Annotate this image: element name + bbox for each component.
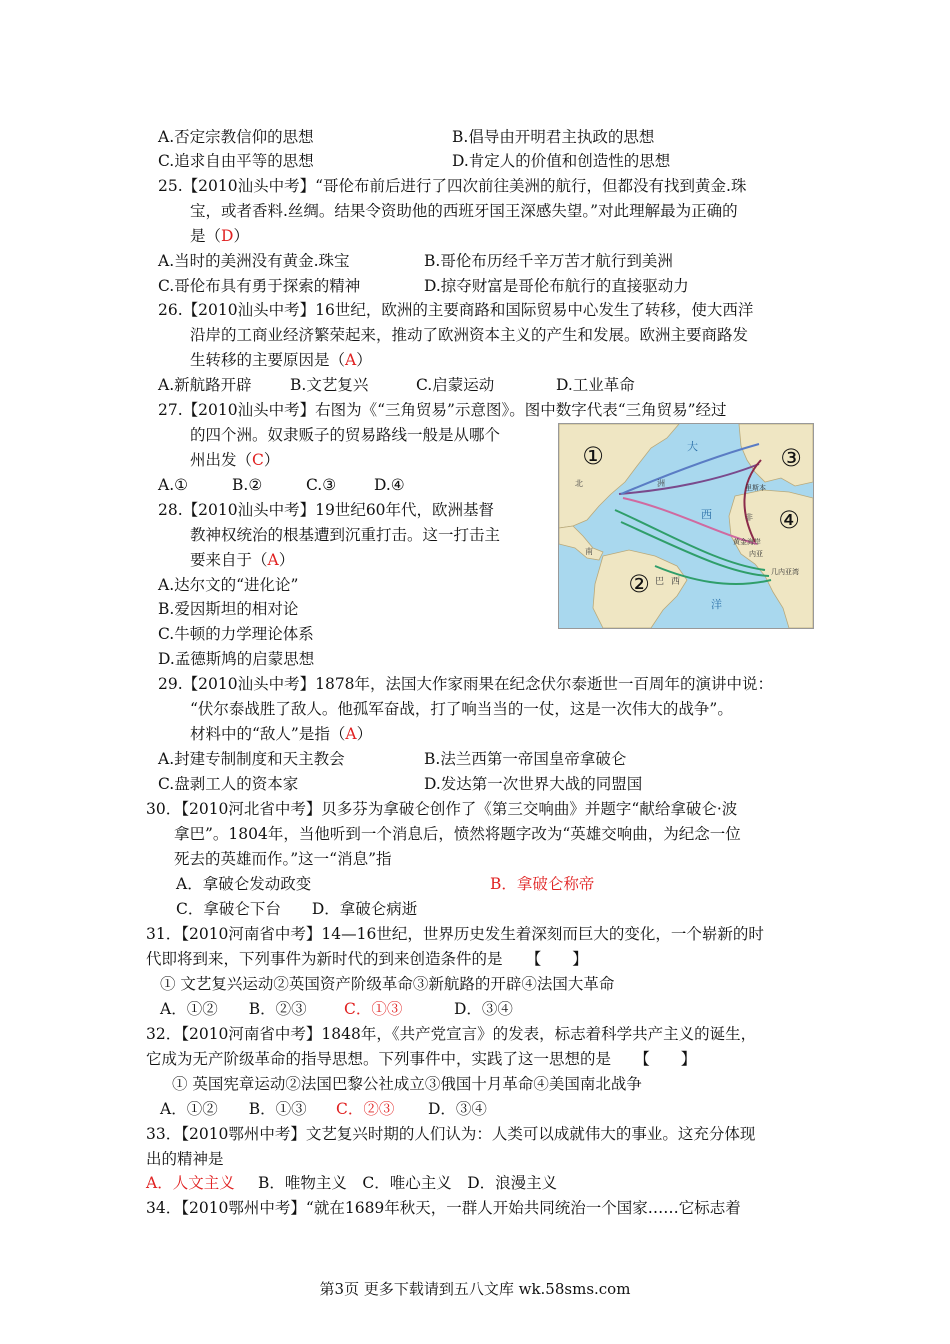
label-fei: 非: [745, 513, 753, 522]
option-32-d: D．③④: [428, 1100, 487, 1118]
label-lisbon: 里斯本: [745, 484, 766, 492]
option-24-b: B.倡导由开明君主执政的思想: [452, 128, 655, 146]
label-yang: 洋: [711, 598, 722, 611]
question-27-line3: 州出发（C）: [190, 451, 280, 469]
label-ba: 巴: [655, 577, 665, 587]
label-gold-coast: 黄金海岸: [733, 538, 761, 546]
option-29-b: B.法兰西第一帝国皇帝拿破仑: [424, 750, 627, 768]
option-28-b: B.爱因斯坦的相对论: [158, 600, 299, 618]
question-25-line1: 25.【2010汕头中考】“哥伦布前后进行了四次前往美洲的航行，但都没有找到黄金.珠: [158, 177, 747, 195]
option-24-c: C.追求自由平等的思想: [158, 152, 314, 170]
question-31-line1: 31．【2010河南省中考】14—16世纪，世界历史发生着深刻而巨大的变化，一个崭新的时: [146, 925, 764, 943]
question-30-line3: 死去的英雄而作。”这一“消息”指: [174, 850, 392, 868]
option-32-c-answer: C．②③: [336, 1100, 395, 1118]
option-25-a: A.当时的美洲没有黄金.珠宝: [158, 252, 350, 270]
question-32-items: ① 英国宪章运动②法国巴黎公社成立③俄国十月革命④美国南北战争: [172, 1075, 642, 1093]
answer-27: C: [252, 451, 264, 469]
question-34-line1: 34．【2010鄂州中考】“就在1689年秋天，一群人开始共同统治一个国家……它标志着: [146, 1199, 741, 1217]
question-32-line2: 它成为无产阶级革命的指导思想。下列事件中，实践了这一思想的是 【 】: [146, 1050, 697, 1068]
question-26-line3: 生转移的主要原因是（A）: [190, 351, 372, 369]
question-28-line3: 要来自于（A）: [190, 551, 295, 569]
answer-26: A: [345, 351, 357, 369]
option-30-a: A．拿破仑发动政变: [176, 875, 312, 893]
region-number-2: ②: [628, 570, 650, 598]
option-29-c: C.盘剥工人的资本家: [158, 775, 299, 793]
option-26-a: A.新航路开辟: [158, 376, 252, 394]
option-31-ab: A．①② B．②③: [160, 1000, 307, 1018]
triangle-trade-map: [558, 423, 814, 629]
question-27-line1: 27.【2010汕头中考】右图为《“三角贸易”示意图》。图中数字代表“三角贸易”经过: [158, 401, 727, 419]
option-29-a: A.封建专制制度和天主教会: [158, 750, 345, 768]
option-25-b: B.哥伦布历经千辛万苦才航行到美洲: [424, 252, 673, 270]
question-33-line1: 33．【2010鄂州中考】文艺复兴时期的人们认为：人类可以成就伟大的事业。这充分体现: [146, 1125, 756, 1143]
question-30-line1: 30．【2010河北省中考】贝多芬为拿破仑创作了《第三交响曲》并题字“献给拿破仑·波: [146, 800, 738, 818]
page-footer: 第3页 更多下载请到五八文库 wk.58sms.com: [319, 1280, 631, 1298]
label-guinea: 内亚: [749, 550, 763, 558]
question-29-line3: 材料中的“敌人”是指（A）: [190, 725, 373, 743]
option-30-b-answer: B．拿破仑称帝: [490, 875, 595, 893]
label-guinea-gulf: 几内亚湾: [771, 568, 799, 576]
question-29-line1: 29.【2010汕头中考】1878年，法国大作家雨果在纪念伏尔泰逝世一百周年的演讲中说：: [158, 675, 774, 693]
option-25-d: D.掠夺财富是哥伦布航行的直接驱动力: [424, 277, 689, 295]
option-31-c-answer: C．①③: [344, 1000, 403, 1018]
option-26-d: D.工业革命: [556, 376, 635, 394]
option-27-c: C.③: [306, 476, 337, 494]
question-32-line1: 32．【2010河南省中考】1848年，《共产党宣言》的发表，标志着科学共产主义的诞生，: [146, 1025, 757, 1043]
label-xi2: 西: [671, 577, 681, 587]
question-31-line2: 代即将到来，下列事件为新时代的到来创造条件的是 【 】: [146, 950, 588, 968]
region-number-3: ③: [780, 444, 802, 472]
question-33-line2: 出的精神是: [146, 1150, 224, 1168]
question-28-line1: 28.【2010汕头中考】19世纪60年代，欧洲基督: [158, 501, 495, 519]
question-30-line2: 拿巴”。1804年，当他听到一个消息后，愤然将题字改为“英雄交响曲，为纪念一位: [174, 825, 741, 843]
label-xi: 西: [701, 508, 712, 521]
question-25-line3: 是（D）: [190, 227, 249, 245]
option-26-b: B.文艺复兴: [290, 376, 369, 394]
label-bei: 北: [575, 479, 583, 488]
option-27-d: D.④: [374, 476, 405, 494]
label-zhou: 洲: [657, 479, 665, 488]
option-33-bcd: B．唯物主义 C．唯心主义 D．浪漫主义: [258, 1174, 558, 1192]
label-nan: 南: [585, 547, 593, 556]
option-28-a: A.达尔文的“进化论”: [158, 576, 299, 594]
label-da: 大: [687, 440, 698, 453]
region-number-4: ④: [778, 506, 800, 534]
option-28-d: D.孟德斯鸠的启蒙思想: [158, 650, 315, 668]
question-25-line2: 宝，或者香料.丝绸。结果令资助他的西班牙国王深感失望。”对此理解最为正确的: [190, 202, 738, 220]
question-27-line2: 的四个洲。奴隶贩子的贸易路线一般是从哪个: [190, 426, 501, 444]
question-31-items: ① 文艺复兴运动②英国资产阶级革命③新航路的开辟④法国大革命: [160, 975, 615, 993]
question-29-line2: “伏尔泰战胜了敌人。他孤军奋战，打了响当当的一仗，这是一次伟大的战争”。: [190, 700, 733, 718]
option-24-a: A.否定宗教信仰的思想: [158, 128, 314, 146]
option-30-cd: C．拿破仑下台 D．拿破仑病逝: [176, 900, 418, 918]
option-29-d: D.发达第一次世界大战的同盟国: [424, 775, 643, 793]
region-number-1: ①: [582, 442, 604, 470]
option-28-c: C.牛顿的力学理论体系: [158, 625, 314, 643]
option-25-c: C.哥伦布具有勇于探索的精神: [158, 277, 361, 295]
answer-25: D: [221, 227, 234, 245]
option-32-ab: A．①② B．①③: [160, 1100, 307, 1118]
option-27-a: A.①: [158, 476, 189, 494]
option-24-d: D.肯定人的价值和创造性的思想: [452, 152, 671, 170]
answer-29: A: [345, 725, 357, 743]
question-26-line2: 沿岸的工商业经济繁荣起来，推动了欧洲资本主义的产生和发展。欧洲主要商路发: [190, 326, 749, 344]
answer-28: A: [267, 551, 279, 569]
option-26-c: C.启蒙运动: [416, 376, 495, 394]
option-27-b: B.②: [232, 476, 263, 494]
option-31-d: D．③④: [454, 1000, 513, 1018]
question-26-line1: 26.【2010汕头中考】16世纪，欧洲的主要商路和国际贸易中心发生了转移，使大西洋: [158, 301, 754, 319]
question-28-line2: 教神权统治的根基遭到沉重打击。这一打击主: [190, 526, 501, 544]
option-33-a-answer: A．人文主义: [146, 1174, 235, 1192]
